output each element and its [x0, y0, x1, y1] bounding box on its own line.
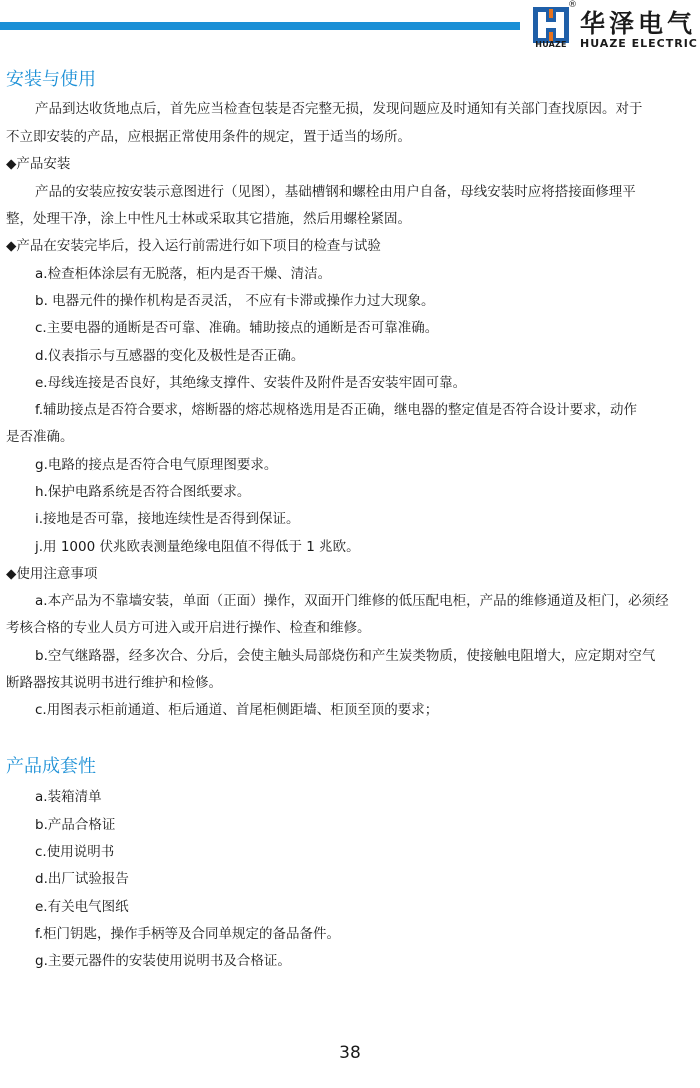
list-item: e.有关电气图纸: [35, 899, 129, 915]
list-item: d.仪表指示与互感器的变化及极性是否正确。: [35, 348, 305, 364]
paragraph-line: 整，处理干净，涂上中性凡士林或采取其它措施，然后用螺栓紧固。: [6, 211, 411, 227]
list-item: d.出厂试验报告: [35, 871, 129, 887]
list-item: b.空气继路器，经多次合、分后，会使主触头局部烧伤和产生炭类物质，使接触电阻增大，应定期对空气: [35, 648, 656, 664]
subheading-checks: ◆产品在安装完毕后，投入运行前需进行如下项目的检查与试验: [6, 238, 381, 254]
list-item: a.装箱清单: [35, 789, 102, 805]
brand-name-en: HUAZE ELECTRIC: [580, 37, 698, 50]
subheading-install: ◆产品安装: [6, 156, 71, 172]
huaze-logo-icon: [533, 7, 569, 43]
section-title-install: 安装与使用: [6, 69, 96, 90]
paragraph-line: 不立即安装的产品，应根据正常使用条件的规定，置于适当的场所。: [6, 129, 411, 145]
list-item: f.柜门钥匙，操作手柄等及合同单规定的备品备件。: [35, 926, 341, 942]
list-item: g.电路的接点是否符合电气原理图要求。: [35, 457, 278, 473]
page-number: 38: [339, 1043, 361, 1063]
list-item: b.产品合格证: [35, 817, 116, 833]
logo-caption: HUAZE: [535, 40, 567, 49]
list-item: j.用 1000 伏兆欧表测量绝缘电阻值不得低于 1 兆欧。: [35, 539, 360, 555]
list-item: f.辅助接点是否符合要求，熔断器的熔芯规格选用是否正确，继电器的整定值是否符合设计要求，动作: [35, 402, 638, 418]
paragraph-line: 产品到达收货地点后，首先应当检查包装是否完整无损，发现问题应及时通知有关部门查找原因。对于: [35, 101, 643, 117]
list-item: e.母线连接是否良好，其绝缘支撑件、安装件及附件是否安装牢固可靠。: [35, 375, 467, 391]
subheading-notes: ◆使用注意事项: [6, 566, 98, 582]
list-item: c.使用说明书: [35, 844, 115, 860]
list-item: b. 电器元件的操作机构是否灵活， 不应有卡滞或操作力过大现象。: [35, 293, 435, 309]
list-item: a.检查柜体涂层有无脱落，柜内是否干燥、清洁。: [35, 266, 332, 282]
section-title-completeness: 产品成套性: [6, 756, 96, 777]
list-item: a.本产品为不靠墙安装，单面（正面）操作，双面开门维修的低压配电柜，产品的维修通道及柜门，必须经: [35, 593, 669, 609]
header-accent-bar: [0, 22, 520, 30]
list-item: h.保护电路系统是否符合图纸要求。: [35, 484, 251, 500]
brand-name-cn: 华泽电气: [580, 9, 697, 38]
registered-mark: ®: [568, 0, 577, 10]
paragraph-line: 产品的安装应按安装示意图进行（见图），基础槽钢和螺栓由用户自备，母线安装时应将搭接面修理平: [35, 184, 636, 200]
list-item-continuation: 断路器按其说明书进行维护和检修。: [6, 675, 222, 691]
list-item: i.接地是否可靠，接地连续性是否得到保证。: [35, 511, 300, 527]
list-item-continuation: 是否准确。: [6, 429, 74, 445]
list-item: c.主要电器的通断是否可靠、准确。辅助接点的通断是否可靠准确。: [35, 320, 439, 336]
list-item-continuation: 考核合格的专业人员方可进入或开启进行操作、检查和维修。: [6, 620, 371, 636]
list-item: g.主要元器件的安装使用说明书及合格证。: [35, 953, 291, 969]
list-item: c.用图表示柜前通道、柜后通道、首尾柜侧距墙、柜顶至顶的要求；: [35, 702, 439, 718]
